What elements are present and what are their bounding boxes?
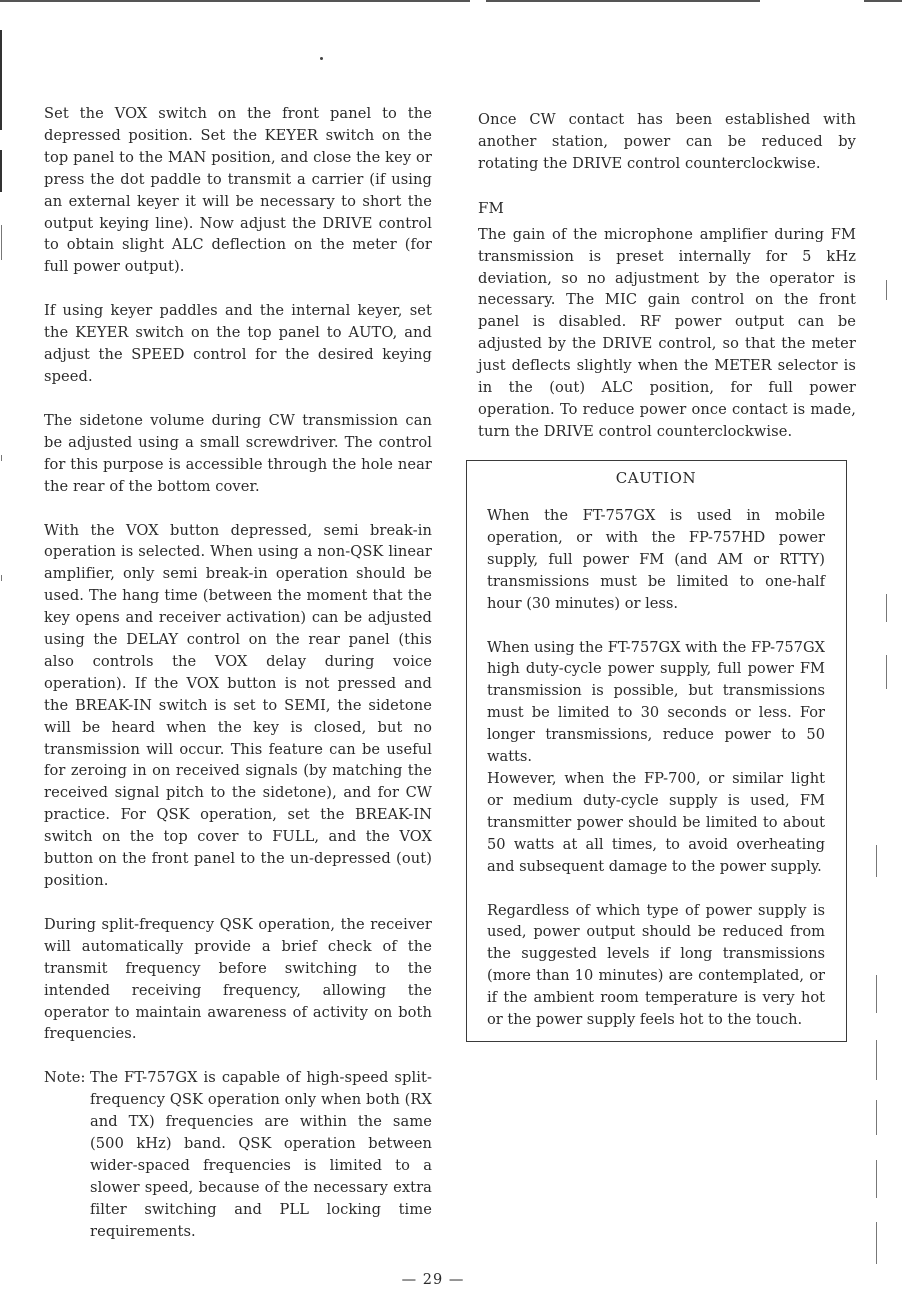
right-edge-mark	[876, 1222, 877, 1264]
caution-box	[466, 460, 847, 1042]
note-text: The FT-757GX is capable of high-speed split-frequency QSK operation only when both (RX and TX) frequencies are within the same (500 kHz) band. QSK operation between wider-spaced frequencies is limited to a slower speed, because of the necessary extra filter switching and PLL locking time requirements.	[90, 1069, 432, 1240]
left-edge-mark	[0, 30, 2, 130]
caution-mobile-paragraph: When the FT-757GX is used in mobile operation, or with the FP-757HD power supply, full power FM (and AM or RTTY) transmissions must be limited to one-half hour (30 minutes) or less.	[487, 507, 825, 612]
left-edge-mark	[1, 455, 2, 461]
top-rule-gap	[760, 0, 864, 2]
right-edge-mark	[876, 1040, 877, 1080]
left-column	[44, 103, 432, 1243]
qsk-note	[44, 1067, 432, 1242]
left-edge-mark	[1, 225, 2, 260]
note-label: Note:	[44, 1069, 86, 1087]
sidetone-paragraph: The sidetone volume during CW transmission can be adjusted using a small screwdriver. The control for this purpose is accessible through the hole near the rear of the bottom cover.	[44, 411, 432, 495]
right-edge-mark	[876, 975, 877, 1013]
right-edge-mark	[876, 1100, 877, 1135]
caution-title: CAUTION	[615, 469, 697, 487]
caution-general-paragraph: Regardless of which type of power supply is used, power output should be reduced from the suggested levels if long transmissions (more than 10 minutes) are contemplated, or if the ambient room temperature is very hot or the power supply feels hot to the touch.	[487, 901, 825, 1029]
page-number: — 29 —	[401, 1272, 465, 1288]
right-column	[478, 109, 856, 465]
caution-fp700-paragraph: However, when the FP-700, or similar light or medium duty-cycle supply is used, FM transmitter power should be limited to about 50 watts at all times, to avoid overheating and subsequent damage to the power supply.	[487, 769, 825, 875]
right-edge-mark	[886, 280, 887, 300]
fm-paragraph: The gain of the microphone amplifier during FM transmission is preset internally for 5 kHz deviation, so no adjustment by the operator is necessary. The MIC gain control on the front panel is disabled. RF power output can be adjusted by the DRIVE control, so that the meter just deflects slightly when the METER selector is in the (out) ALC position, for full power operation. To reduce power once contact is made, turn the DRIVE control counterclockwise.	[478, 225, 856, 440]
break-in-paragraph: With the VOX button depressed, semi break-in operation is selected. When using a non-QSK linear amplifier, only semi break-in operation should be used. The hang time (between the moment that the key opens and receiver activation) can be adjusted using the DELAY control on the rear panel (this also controls the VOX delay during voice operation). If the VOX button is not pressed and the BREAK-IN switch is set to SEMI, the sidetone will be heard when the key is closed, but no transmission will occur. This feature can be useful for zeroing in on received signals (by matching the received signal pitch to the sidetone), and for CW practice. For QSK operation, set the BREAK-IN switch on the top cover to FULL, and the VOX button on the front panel to the un-depressed (out) position.	[44, 521, 432, 889]
right-edge-mark	[876, 845, 877, 877]
split-frequency-paragraph: During split-frequency QSK operation, the receiver will automatically provide a brief check of the transmit frequency before switching to the intended receiving frequency, allowing the operator to maintain awareness of activity on both frequencies.	[44, 915, 432, 1043]
left-edge-mark	[1, 575, 2, 581]
right-edge-mark	[886, 594, 887, 622]
scan-speck	[320, 57, 323, 60]
caution-content	[487, 461, 825, 1031]
vox-setup-paragraph: Set the VOX switch on the front panel to the depressed position. Set the KEYER switch on the top panel to the MAN position, and close the key or press the dot paddle to transmit a carrier (if using an external keyer it will be necessary to short the output keying line). Now adjust the DRIVE control to obtain slight ALC deflection on the meter (for full power output).	[44, 105, 432, 276]
right-edge-mark	[876, 1160, 877, 1198]
keyer-paddles-paragraph: If using keyer paddles and the internal keyer, set the KEYER switch on the top panel to AUTO, and adjust the SPEED control for the desired keying speed.	[44, 302, 432, 385]
caution-fp757gx-paragraph: When using the FT-757GX with the FP-757GX high duty-cycle power supply, full power FM transmission is possible, but transmissions must be limited to 30 seconds or less. For longer transmissions, reduce power to 50 watts.	[487, 638, 825, 766]
fm-heading: FM	[478, 198, 504, 217]
cw-contact-paragraph: Once CW contact has been established with another station, power can be reduced by rotating the DRIVE control counterclockwise.	[478, 111, 856, 172]
left-edge-mark	[0, 150, 2, 192]
top-rule-gap	[470, 0, 486, 2]
right-edge-mark	[886, 655, 887, 689]
